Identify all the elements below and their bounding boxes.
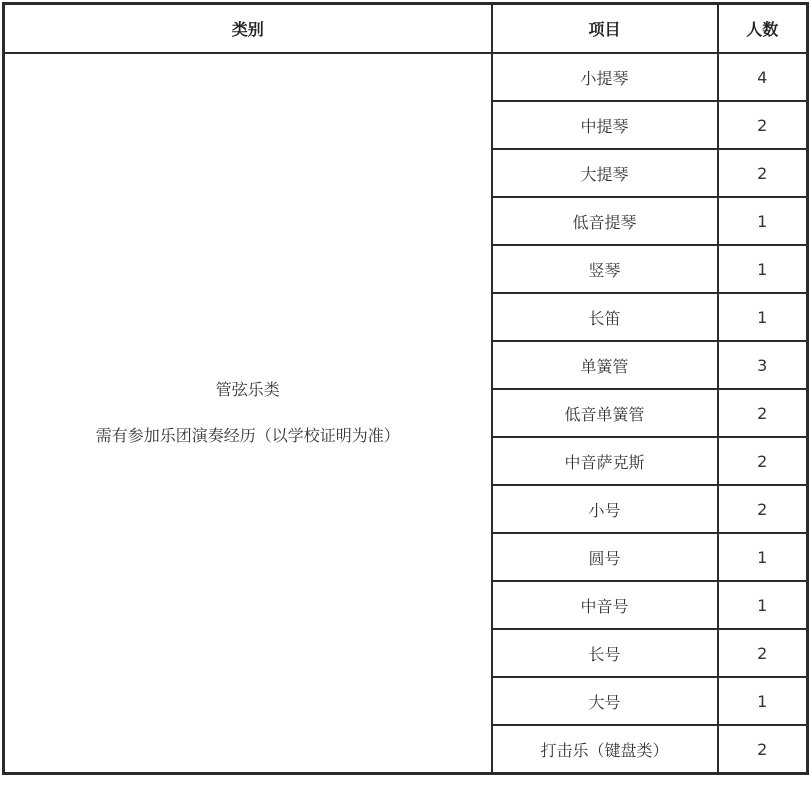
item-cell: 小提琴 bbox=[492, 53, 718, 101]
count-cell: 2 bbox=[718, 101, 808, 149]
count-cell: 3 bbox=[718, 341, 808, 389]
item-cell: 小号 bbox=[492, 485, 718, 533]
header-count: 人数 bbox=[718, 4, 808, 54]
item-cell: 单簧管 bbox=[492, 341, 718, 389]
item-cell: 大提琴 bbox=[492, 149, 718, 197]
item-cell: 低音提琴 bbox=[492, 197, 718, 245]
item-cell: 低音单簧管 bbox=[492, 389, 718, 437]
count-cell: 1 bbox=[718, 581, 808, 629]
count-cell: 1 bbox=[718, 197, 808, 245]
item-cell: 中音号 bbox=[492, 581, 718, 629]
category-cell bbox=[4, 53, 492, 774]
count-cell: 4 bbox=[718, 53, 808, 101]
count-cell: 2 bbox=[718, 437, 808, 485]
count-cell: 2 bbox=[718, 149, 808, 197]
count-cell: 2 bbox=[718, 485, 808, 533]
item-cell: 打击乐（键盘类） bbox=[492, 725, 718, 774]
item-cell: 大号 bbox=[492, 677, 718, 725]
table-body bbox=[4, 53, 808, 774]
category-name: 管弦乐类 bbox=[215, 380, 280, 399]
item-cell: 圆号 bbox=[492, 533, 718, 581]
item-cell: 长笛 bbox=[492, 293, 718, 341]
header-item: 项目 bbox=[492, 4, 718, 54]
count-cell: 1 bbox=[718, 533, 808, 581]
count-cell: 1 bbox=[718, 677, 808, 725]
count-cell: 1 bbox=[718, 245, 808, 293]
header-row bbox=[4, 4, 808, 54]
header-category: 类别 bbox=[4, 4, 492, 54]
count-cell: 2 bbox=[718, 389, 808, 437]
item-cell: 中音萨克斯 bbox=[492, 437, 718, 485]
table-row bbox=[4, 53, 808, 101]
item-cell: 中提琴 bbox=[492, 101, 718, 149]
count-cell: 1 bbox=[718, 293, 808, 341]
item-cell: 竖琴 bbox=[492, 245, 718, 293]
recruitment-table bbox=[2, 2, 809, 775]
category-requirement: 需有参加乐团演奏经历（以学校证明为准） bbox=[95, 426, 400, 445]
count-cell: 2 bbox=[718, 629, 808, 677]
count-cell: 2 bbox=[718, 725, 808, 774]
item-cell: 长号 bbox=[492, 629, 718, 677]
